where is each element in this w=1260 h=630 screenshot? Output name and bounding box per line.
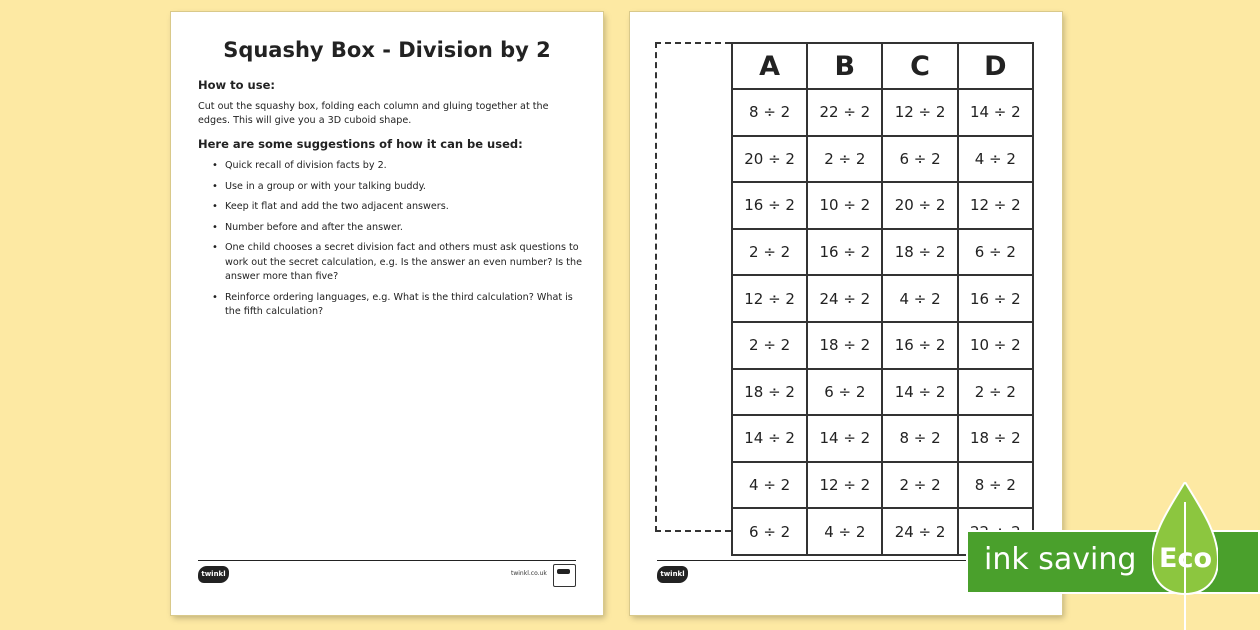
grid-row [732,136,1033,183]
grid-row [732,369,1033,416]
division-cell: 8 ÷ 2 [882,415,957,462]
division-cell: 2 ÷ 2 [882,462,957,509]
eco-label: Eco [1159,543,1212,574]
division-cell: 2 ÷ 2 [807,136,882,183]
division-cell: 10 ÷ 2 [807,182,882,229]
grid-row [732,462,1033,509]
how-to-use-text: Cut out the squashy box, folding each column and gluing together at the edges. This will give you a 3D cuboid shape. [198,101,549,126]
division-cell: 12 ÷ 2 [732,275,807,322]
suggestion-item: • Quick recall of division facts by 2. [212,159,583,174]
suggestion-item: • Keep it flat and add the two adjacent answers. [212,200,583,215]
instructions-body [198,78,583,326]
division-cell: 12 ÷ 2 [958,182,1033,229]
division-cell: 2 ÷ 2 [958,369,1033,416]
ink-saving-label: ink saving [984,542,1137,577]
division-cell: 6 ÷ 2 [732,508,807,555]
division-cell: 20 ÷ 2 [882,182,957,229]
grid-row [732,229,1033,276]
squashy-box-page [630,12,1062,615]
column-header: C [882,43,957,89]
division-cell: 8 ÷ 2 [732,89,807,136]
grid-body [732,89,1033,555]
division-cell: 4 ÷ 2 [958,136,1033,183]
division-cell: 24 ÷ 2 [882,508,957,555]
grid-row [732,89,1033,136]
instructions-page [171,12,603,615]
suggestions-heading: Here are some suggestions of how it can be used: [198,137,523,151]
division-cell: 4 ÷ 2 [882,275,957,322]
division-cell: 14 ÷ 2 [732,415,807,462]
twinkl-logo: twinkl [657,566,688,583]
division-cell: 16 ÷ 2 [958,275,1033,322]
suggestion-item: • Number before and after the answer. [212,221,583,236]
how-to-use-heading: How to use: [198,78,275,92]
division-cell: 16 ÷ 2 [882,322,957,369]
division-cell: 18 ÷ 2 [958,415,1033,462]
twinkl-logo: twinkl [198,566,229,583]
suggestion-item: • Use in a group or with your talking buddy. [212,180,583,195]
grid-row [732,415,1033,462]
division-cell: 14 ÷ 2 [882,369,957,416]
suggestion-item: • One child chooses a secret division fact and others must ask questions to work out the secret calculation, e.g. Is the answer an even number? Is the answer more than five? [212,241,583,285]
page-title: Squashy Box - Division by 2 [223,38,551,62]
grid-row [732,322,1033,369]
grid-header-row [732,43,1033,89]
division-cell: 12 ÷ 2 [807,462,882,509]
division-cell: 2 ÷ 2 [732,229,807,276]
division-cell: 2 ÷ 2 [732,322,807,369]
division-cell: 24 ÷ 2 [807,275,882,322]
division-cell: 6 ÷ 2 [807,369,882,416]
division-cell: 14 ÷ 2 [807,415,882,462]
division-cell: 6 ÷ 2 [882,136,957,183]
suggestions-list [198,159,583,320]
quality-badge-icon [553,564,576,587]
division-cell: 8 ÷ 2 [958,462,1033,509]
column-header: D [958,43,1033,89]
division-cell: 22 ÷ 2 [807,89,882,136]
footer-divider [198,560,576,561]
suggestion-item: • Reinforce ordering languages, e.g. What is the third calculation? What is the fifth calculation? [212,291,583,320]
division-cell: 6 ÷ 2 [958,229,1033,276]
division-cell: 16 ÷ 2 [732,182,807,229]
grid-row [732,182,1033,229]
division-cell: 12 ÷ 2 [882,89,957,136]
division-grid [731,42,1034,556]
division-cell: 4 ÷ 2 [807,508,882,555]
column-header: B [807,43,882,89]
division-cell: 16 ÷ 2 [807,229,882,276]
division-cell: 10 ÷ 2 [958,322,1033,369]
division-cell: 18 ÷ 2 [807,322,882,369]
division-cell: 14 ÷ 2 [958,89,1033,136]
division-cell: 20 ÷ 2 [732,136,807,183]
division-cell: 18 ÷ 2 [882,229,957,276]
grid-row [732,275,1033,322]
column-header: A [732,43,807,89]
glue-flap-dashed [655,42,731,532]
footer-url: twinkl.co.uk [511,570,547,577]
division-cell: 18 ÷ 2 [732,369,807,416]
division-cell: 4 ÷ 2 [732,462,807,509]
